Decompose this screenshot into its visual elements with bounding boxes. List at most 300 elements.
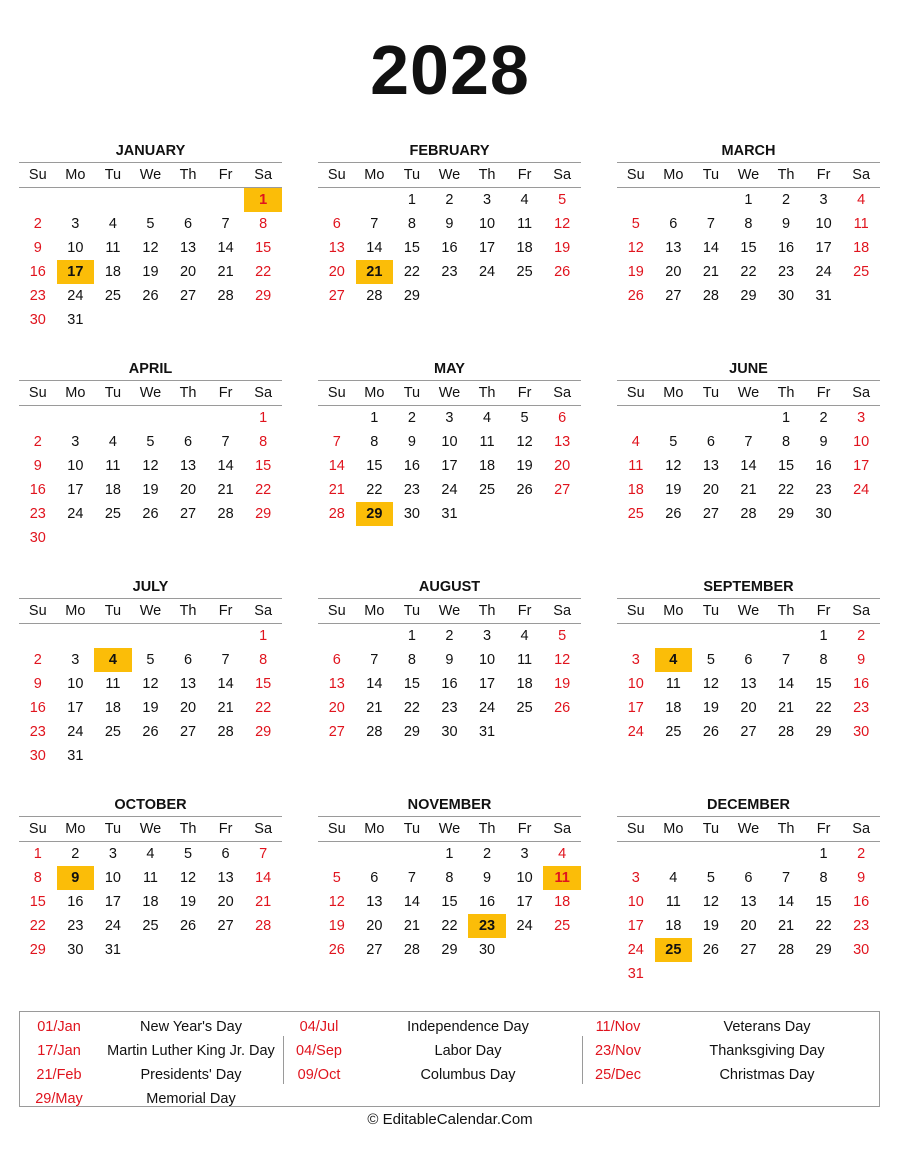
holiday-row <box>20 1015 284 1039</box>
weekday-label: Su <box>28 603 47 619</box>
holiday-name: Christmas Day <box>719 1067 815 1083</box>
week-row <box>19 866 282 890</box>
day-cell: 20 <box>217 894 234 910</box>
day-cell: 12 <box>328 894 345 910</box>
empty-cell <box>730 406 768 430</box>
day-cell: 26 <box>516 482 533 498</box>
day-cell: 9 <box>57 866 95 890</box>
weekday-label: We <box>438 603 461 619</box>
day-cell: 25 <box>478 482 496 498</box>
day-cell: 14 <box>255 870 272 886</box>
empty-cell <box>318 624 356 648</box>
day-cell: 1 <box>370 410 379 426</box>
weekday-label: Mo <box>364 603 385 619</box>
empty-cell <box>842 284 880 308</box>
holiday-date: 23/Nov <box>595 1043 641 1059</box>
holiday-name: Presidents' Day <box>140 1067 242 1083</box>
empty-cell <box>543 502 581 526</box>
week-row <box>617 502 880 526</box>
week-row <box>19 890 282 914</box>
day-cell: 8 <box>33 870 42 886</box>
day-cell: 22 <box>366 482 383 498</box>
empty-cell <box>431 284 469 308</box>
day-cell: 20 <box>328 264 345 280</box>
month-title: DECEMBER <box>617 794 880 817</box>
day-cell: 17 <box>67 482 84 498</box>
day-cell: 22 <box>255 700 272 716</box>
day-cell: 6 <box>706 434 715 450</box>
weekday-label: Sa <box>852 385 871 401</box>
day-cell: 24 <box>516 918 533 934</box>
empty-cell <box>244 526 282 550</box>
week-row <box>617 236 880 260</box>
day-cell: 18 <box>516 240 533 256</box>
day-cell: 7 <box>407 870 416 886</box>
day-cell: 25 <box>142 918 159 934</box>
weekday-label: Tu <box>403 821 421 837</box>
month-title: JULY <box>19 576 282 599</box>
day-cell: 1 <box>819 846 828 862</box>
day-cell: 3 <box>482 192 492 208</box>
day-cell: 13 <box>366 894 383 910</box>
day-cell: 5 <box>558 628 567 644</box>
day-cell: 14 <box>403 894 420 910</box>
day-cell: 27 <box>179 288 197 304</box>
day-cell: 30 <box>815 506 832 522</box>
day-cell: 9 <box>445 652 454 668</box>
day-cell: 8 <box>407 216 416 232</box>
day-cell: 6 <box>183 216 193 232</box>
week-row <box>617 938 880 962</box>
day-cell: 12 <box>142 676 159 692</box>
weekday-label: Su <box>327 821 346 837</box>
weekday-header <box>19 381 282 406</box>
day-cell: 3 <box>71 434 80 450</box>
day-cell: 4 <box>669 870 678 886</box>
day-cell: 24 <box>67 506 84 522</box>
empty-cell <box>767 842 805 866</box>
day-cell: 17 <box>478 240 496 256</box>
day-cell: 1 <box>33 846 42 862</box>
week-row <box>19 842 282 866</box>
weekday-label: Mo <box>65 385 86 401</box>
week-row <box>318 212 581 236</box>
empty-cell <box>356 842 394 866</box>
day-cell: 9 <box>482 870 492 886</box>
empty-cell <box>94 744 132 768</box>
weekday-label: Mo <box>65 603 86 619</box>
empty-cell <box>655 188 693 212</box>
weekday-label: Th <box>478 603 496 619</box>
weekday-label: Su <box>28 167 47 183</box>
weekday-label: Th <box>478 167 496 183</box>
day-cell: 26 <box>179 918 197 934</box>
week-row <box>617 962 880 986</box>
month-title: MAY <box>318 358 581 381</box>
empty-cell <box>692 406 730 430</box>
weekday-label: Th <box>478 385 496 401</box>
week-row <box>19 236 282 260</box>
week-row <box>617 672 880 696</box>
day-cell: 24 <box>104 918 121 934</box>
day-cell: 6 <box>332 216 341 232</box>
weekday-label: We <box>737 385 760 401</box>
day-cell: 15 <box>441 894 458 910</box>
day-cell: 1 <box>407 192 416 208</box>
day-cell: 14 <box>217 458 234 474</box>
day-cell: 13 <box>328 240 345 256</box>
day-cell: 2 <box>33 216 42 232</box>
empty-cell <box>730 624 768 648</box>
weekday-label: Th <box>179 385 197 401</box>
holiday-name: Martin Luther King Jr. Day <box>107 1043 275 1059</box>
day-cell: 31 <box>441 506 458 522</box>
day-cell: 25 <box>853 264 870 280</box>
day-cell: 18 <box>627 482 644 498</box>
day-cell: 21 <box>366 700 383 716</box>
day-cell: 8 <box>445 870 454 886</box>
empty-cell <box>244 938 282 962</box>
day-cell: 25 <box>516 264 533 280</box>
empty-cell <box>543 284 581 308</box>
day-cell: 25 <box>554 918 571 934</box>
empty-cell <box>169 526 207 550</box>
empty-cell <box>506 938 544 962</box>
day-cell: 25 <box>516 700 533 716</box>
day-cell: 19 <box>702 918 719 934</box>
weekday-label: Th <box>179 821 197 837</box>
day-cell: 24 <box>67 288 84 304</box>
holiday-row <box>284 1015 582 1039</box>
day-cell: 26 <box>142 506 159 522</box>
day-cell: 31 <box>815 288 832 304</box>
empty-cell <box>132 406 170 430</box>
weekday-label: Fr <box>517 603 532 619</box>
day-cell: 20 <box>740 700 757 716</box>
day-cell: 16 <box>29 700 46 716</box>
empty-cell <box>207 526 245 550</box>
day-cell: 27 <box>179 724 197 740</box>
weekday-header <box>318 163 581 188</box>
holiday-date: 11/Nov <box>595 1019 641 1035</box>
day-cell: 30 <box>29 748 46 764</box>
day-cell: 3 <box>631 652 640 668</box>
empty-cell <box>244 744 282 768</box>
week-row <box>19 502 282 526</box>
month-february <box>318 140 581 308</box>
weekday-header <box>19 817 282 842</box>
holiday-row <box>284 1039 582 1063</box>
month-title: SEPTEMBER <box>617 576 880 599</box>
day-cell: 21 <box>777 700 795 716</box>
week-row <box>617 720 880 744</box>
holiday-name: Memorial Day <box>146 1091 236 1107</box>
day-cell: 11 <box>105 676 121 692</box>
day-cell: 19 <box>554 676 571 692</box>
day-cell: 12 <box>702 676 719 692</box>
week-row <box>617 430 880 454</box>
day-cell: 9 <box>33 240 42 256</box>
empty-cell <box>617 842 655 866</box>
day-cell: 10 <box>67 676 84 692</box>
holiday-row <box>284 1063 582 1087</box>
week-row <box>19 430 282 454</box>
day-cell: 9 <box>819 434 828 450</box>
week-row <box>617 454 880 478</box>
day-cell: 20 <box>366 918 383 934</box>
holiday-row <box>20 1039 284 1063</box>
week-row <box>617 914 880 938</box>
weekday-label: Su <box>327 167 346 183</box>
holiday-date: 21/Feb <box>36 1067 82 1083</box>
day-cell: 16 <box>29 264 46 280</box>
day-cell: 19 <box>142 700 159 716</box>
day-cell: 28 <box>366 288 383 304</box>
day-cell: 14 <box>328 458 345 474</box>
day-cell: 16 <box>403 458 420 474</box>
day-cell: 17 <box>516 894 533 910</box>
day-cell: 21 <box>328 482 345 498</box>
weekday-label: We <box>737 821 760 837</box>
day-cell: 13 <box>740 894 757 910</box>
day-cell: 18 <box>104 482 121 498</box>
day-cell: 13 <box>179 240 197 256</box>
weekday-label: Sa <box>852 167 871 183</box>
weekday-label: Sa <box>254 821 273 837</box>
week-row <box>318 890 581 914</box>
empty-cell <box>132 938 170 962</box>
day-cell: 20 <box>179 700 197 716</box>
weekday-header <box>617 381 880 406</box>
empty-cell <box>692 842 730 866</box>
day-cell: 4 <box>520 192 529 208</box>
day-cell: 28 <box>217 724 234 740</box>
day-cell: 18 <box>104 700 121 716</box>
month-december <box>617 794 880 986</box>
day-cell: 15 <box>29 894 46 910</box>
week-row <box>19 696 282 720</box>
day-cell: 14 <box>217 676 234 692</box>
day-cell: 9 <box>407 434 416 450</box>
day-cell: 20 <box>702 482 719 498</box>
week-row <box>19 744 282 768</box>
weekday-label: Tu <box>104 385 122 401</box>
day-cell: 5 <box>706 870 715 886</box>
weekday-label: Su <box>626 603 645 619</box>
weekday-label: Tu <box>104 603 122 619</box>
empty-cell <box>655 842 693 866</box>
day-cell: 25 <box>655 938 693 962</box>
day-cell: 13 <box>702 458 719 474</box>
day-cell: 1 <box>244 188 282 212</box>
day-cell: 28 <box>777 724 795 740</box>
day-cell: 26 <box>554 264 571 280</box>
week-row <box>318 914 581 938</box>
day-cell: 10 <box>627 676 644 692</box>
day-cell: 9 <box>857 870 866 886</box>
month-title: AUGUST <box>318 576 581 599</box>
empty-cell <box>94 308 132 332</box>
day-cell: 20 <box>665 264 682 280</box>
day-cell: 1 <box>445 846 454 862</box>
month-april <box>19 358 282 550</box>
day-cell: 7 <box>259 846 268 862</box>
empty-cell <box>94 406 132 430</box>
day-cell: 12 <box>516 434 533 450</box>
day-cell: 15 <box>403 676 420 692</box>
weekday-header <box>19 599 282 624</box>
week-row <box>318 696 581 720</box>
weekday-label: Mo <box>364 167 385 183</box>
day-cell: 2 <box>445 192 454 208</box>
day-cell: 25 <box>627 506 644 522</box>
year-title: 2028 <box>370 31 530 109</box>
day-cell: 19 <box>328 918 345 934</box>
weekday-label: Fr <box>218 603 233 619</box>
day-cell: 5 <box>332 870 341 886</box>
week-row <box>19 284 282 308</box>
day-cell: 11 <box>628 458 644 474</box>
day-cell: 12 <box>702 894 719 910</box>
day-cell: 17 <box>627 918 644 934</box>
day-cell: 10 <box>627 894 644 910</box>
day-cell: 13 <box>554 434 571 450</box>
day-cell: 2 <box>482 846 492 862</box>
month-january <box>19 140 282 332</box>
day-cell: 27 <box>217 918 234 934</box>
empty-cell <box>94 188 132 212</box>
holiday-name: Veterans Day <box>723 1019 811 1035</box>
day-cell: 20 <box>179 482 197 498</box>
week-row <box>318 454 581 478</box>
day-cell: 27 <box>366 942 383 958</box>
day-cell: 28 <box>702 288 719 304</box>
day-cell: 25 <box>104 288 121 304</box>
day-cell: 22 <box>777 482 795 498</box>
month-may <box>318 358 581 526</box>
weekday-label: Mo <box>65 167 86 183</box>
weekday-label: Tu <box>104 821 122 837</box>
weekday-label: Fr <box>517 167 532 183</box>
day-cell: 5 <box>146 216 155 232</box>
week-row <box>19 720 282 744</box>
day-cell: 7 <box>370 216 379 232</box>
weekday-label: Mo <box>663 167 684 183</box>
weekday-header <box>617 817 880 842</box>
day-cell: 22 <box>403 264 420 280</box>
day-cell: 14 <box>777 676 795 692</box>
week-row <box>19 648 282 672</box>
empty-cell <box>19 188 57 212</box>
holiday-row <box>583 1039 881 1063</box>
day-cell: 25 <box>665 724 682 740</box>
empty-cell <box>169 744 207 768</box>
day-cell: 25 <box>104 506 121 522</box>
day-cell: 17 <box>441 458 458 474</box>
month-title: JANUARY <box>19 140 282 163</box>
day-cell: 27 <box>554 482 571 498</box>
empty-cell <box>207 744 245 768</box>
day-cell: 23 <box>29 506 46 522</box>
day-cell: 10 <box>104 870 121 886</box>
day-cell: 29 <box>255 724 272 740</box>
day-cell: 20 <box>740 918 757 934</box>
weekday-label: Mo <box>663 603 684 619</box>
day-cell: 11 <box>479 434 495 450</box>
week-row <box>318 842 581 866</box>
day-cell: 23 <box>441 264 458 280</box>
empty-cell <box>57 406 95 430</box>
month-title: MARCH <box>617 140 880 163</box>
day-cell: 11 <box>543 866 581 890</box>
day-cell: 26 <box>142 724 159 740</box>
empty-cell <box>506 284 544 308</box>
day-cell: 5 <box>146 652 155 668</box>
day-cell: 7 <box>706 216 715 232</box>
day-cell: 21 <box>217 700 234 716</box>
holiday-name: Columbus Day <box>420 1067 516 1083</box>
week-row <box>318 720 581 744</box>
weekday-header <box>318 817 581 842</box>
day-cell: 3 <box>631 870 640 886</box>
day-cell: 2 <box>407 410 416 426</box>
day-cell: 22 <box>255 482 272 498</box>
day-cell: 30 <box>67 942 84 958</box>
day-cell: 12 <box>142 240 159 256</box>
weekday-label: Th <box>777 385 795 401</box>
day-cell: 10 <box>67 458 84 474</box>
empty-cell <box>617 188 655 212</box>
week-row <box>318 430 581 454</box>
day-cell: 22 <box>255 264 272 280</box>
week-row <box>19 914 282 938</box>
empty-cell <box>132 308 170 332</box>
weekday-label: Fr <box>816 167 831 183</box>
day-cell: 6 <box>669 216 678 232</box>
empty-cell <box>692 962 730 986</box>
weekday-label: Sa <box>852 821 871 837</box>
day-cell: 8 <box>370 434 379 450</box>
day-cell: 10 <box>815 216 832 232</box>
day-cell: 13 <box>328 676 345 692</box>
day-cell: 4 <box>631 434 640 450</box>
day-cell: 19 <box>142 482 159 498</box>
day-cell: 29 <box>29 942 46 958</box>
day-cell: 8 <box>744 216 753 232</box>
day-cell: 26 <box>702 942 719 958</box>
day-cell: 26 <box>554 700 571 716</box>
day-cell: 15 <box>777 458 795 474</box>
day-cell: 6 <box>332 652 341 668</box>
holiday-name: Independence Day <box>407 1019 529 1035</box>
holiday-name: Labor Day <box>434 1043 502 1059</box>
empty-cell <box>318 188 356 212</box>
day-cell: 28 <box>328 506 345 522</box>
month-title: FEBRUARY <box>318 140 581 163</box>
weekday-label: Sa <box>553 603 572 619</box>
day-cell: 17 <box>815 240 832 256</box>
day-cell: 19 <box>516 458 533 474</box>
day-cell: 24 <box>627 942 644 958</box>
day-cell: 23 <box>853 700 870 716</box>
week-row <box>617 406 880 430</box>
day-cell: 9 <box>445 216 454 232</box>
day-cell: 24 <box>853 482 870 498</box>
day-cell: 18 <box>478 458 496 474</box>
day-cell: 20 <box>179 264 197 280</box>
weekday-label: Tu <box>104 167 122 183</box>
day-cell: 28 <box>217 506 234 522</box>
